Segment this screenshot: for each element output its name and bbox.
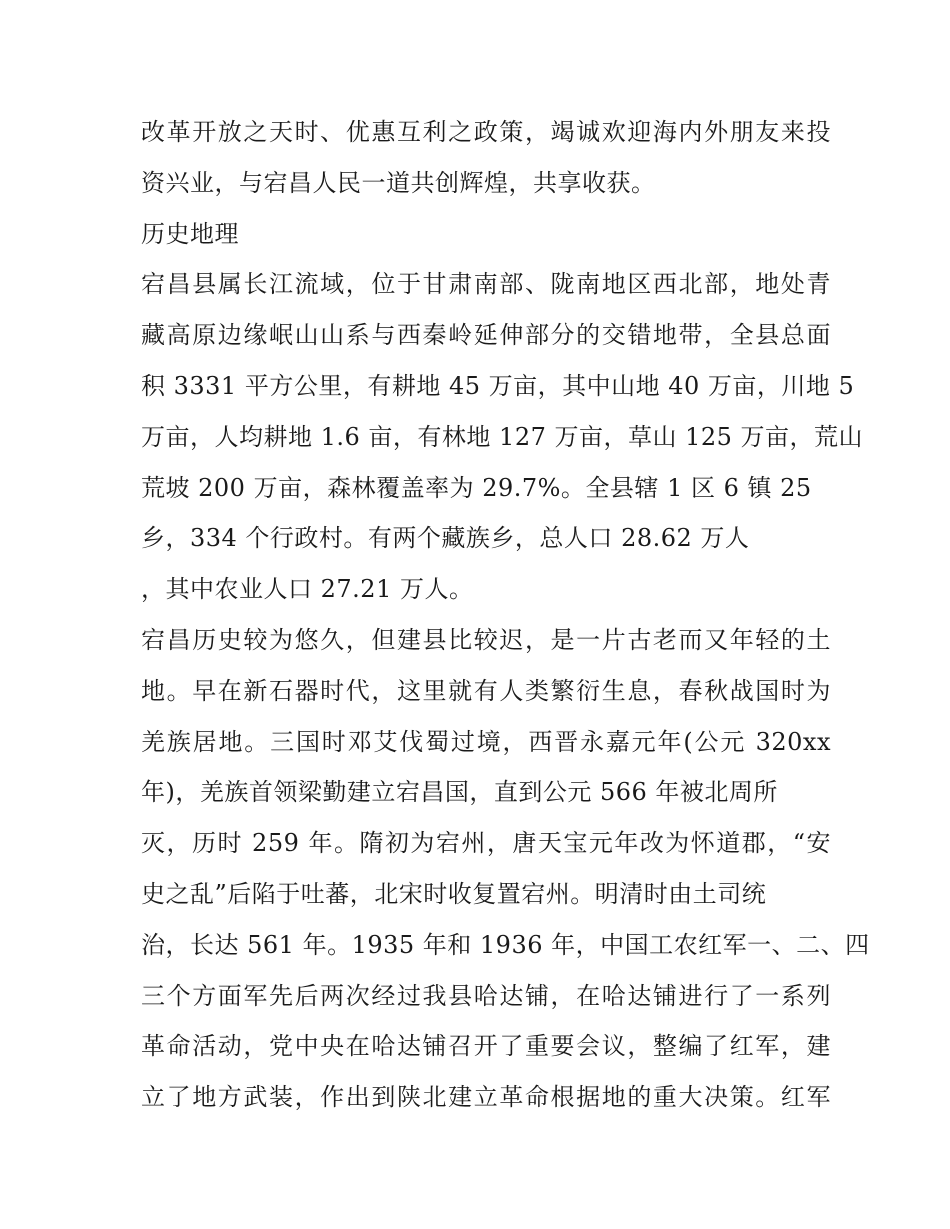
text-line: 立了地方武装，作出到陕北建立革命根据地的重大决策。红军 — [141, 1083, 831, 1112]
text-line: 年)，羌族首领梁勤建立宕昌国，直到公元 566 年被北周所 — [141, 778, 778, 807]
text-line: 藏高原边缘岷山山系与西秦岭延伸部分的交错地带，全县总面 — [141, 321, 831, 350]
text-line: 积 3331 平方公里，有耕地 45 万亩，其中山地 40 万亩，川地 5 — [141, 371, 855, 400]
text-line: 资兴业，与宕昌人民一道共创辉煌，共享收获。 — [141, 168, 656, 197]
text-line: 宕昌县属长江流域，位于甘肃南部、陇南地区西北部，地处青 — [141, 270, 831, 299]
text-line: 宕昌历史较为悠久，但建县比较迟，是一片古老而又年轻的土 — [141, 625, 831, 654]
text-line: 治，长达 561 年。1935 年和 1936 年，中国工农红军一、二、四 — [141, 930, 870, 959]
text-line: 历史地理 — [141, 219, 239, 248]
text-line: 改革开放之天时、优惠互利之政策，竭诚欢迎海内外朋友来投 — [141, 118, 831, 146]
text-line: 史之乱”后陷于吐蕃，北宋时收复置宕州。明清时由土司统 — [141, 879, 767, 908]
text-line: 荒坡 200 万亩，森林覆盖率为 29.7%。全县辖 1 区 6 镇 25 — [141, 473, 812, 502]
text-line: 革命活动，党中央在哈达铺召开了重要会议，整编了红军，建 — [141, 1032, 831, 1061]
document-body — [141, 107, 870, 1123]
text-line: 乡，334 个行政村。有两个藏族乡，总人口 28.62 万人 — [141, 524, 750, 553]
text-line: 地。早在新石器时代，这里就有人类繁衍生息，春秋战国时为 — [141, 676, 831, 705]
text-line: 羌族居地。三国时邓艾伐蜀过境，西晋永嘉元年(公元 320xx — [141, 727, 831, 756]
text-line: 灭，历时 259 年。隋初为宕州，唐天宝元年改为怀道郡，“安 — [141, 829, 831, 858]
text-line: 三个方面军先后两次经过我县哈达铺，在哈达铺进行了一系列 — [141, 981, 831, 1010]
text-line: ，其中农业人口 27.21 万人。 — [141, 575, 474, 604]
text-line: 万亩，人均耕地 1.6 亩，有林地 127 万亩，草山 125 万亩，荒山 — [141, 422, 864, 451]
